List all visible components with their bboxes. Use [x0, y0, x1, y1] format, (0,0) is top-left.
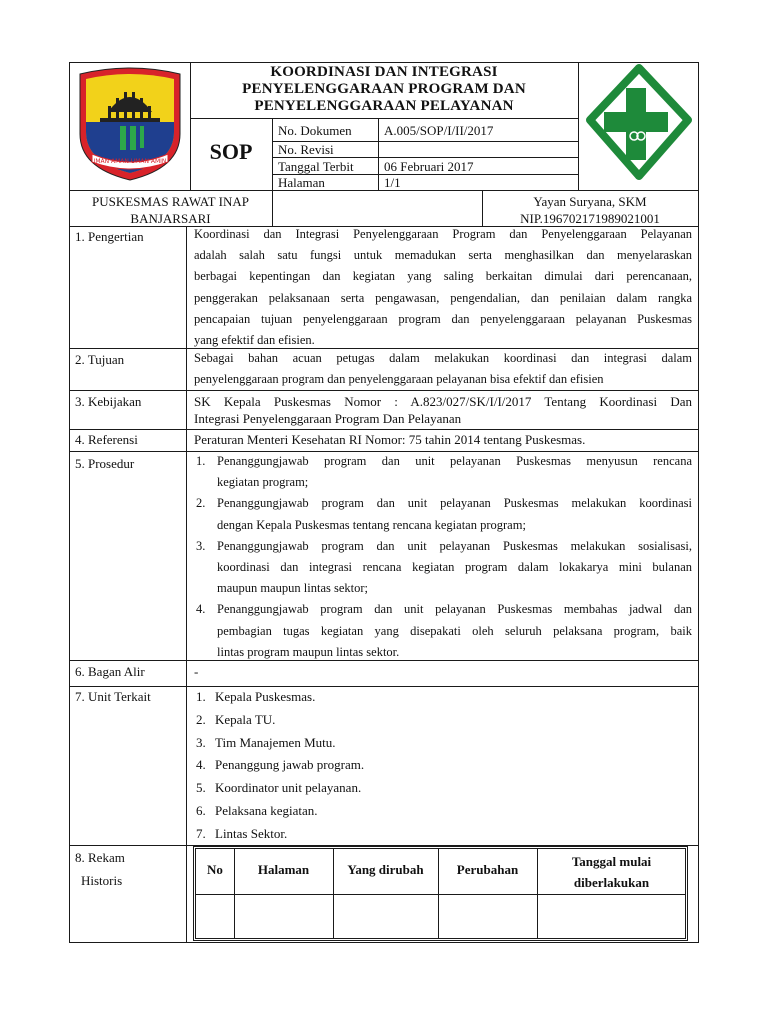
- unit-num: 5.: [196, 780, 206, 796]
- unit-num: 6.: [196, 802, 206, 818]
- unit-terkait-list: [196, 686, 686, 846]
- prosedur-line: dengan Kepala Puskesmas tentang rencana kegiatan program;: [217, 517, 526, 532]
- pengertian-line: adalah salah satu fungsi untuk memadukan serta menghasilkan dan menyelaraskan: [194, 248, 692, 263]
- text-bagan-alir: -: [194, 664, 199, 679]
- pengertian-line: penggerakan pelaksanaan serta pengawasan, pengendalian, dan penilaian dalam rangka: [194, 290, 692, 305]
- unit-text: Kepala TU.: [215, 711, 276, 727]
- unit-text: Penanggung jawab program.: [215, 757, 365, 773]
- kabupaten-logo: [74, 64, 186, 184]
- prosedur-list: [190, 451, 692, 663]
- history-col-no: No: [207, 862, 223, 877]
- document-title: [192, 64, 576, 116]
- text-tujuan: [194, 348, 692, 390]
- prosedur-line: koordinasi dan integrasi rencana kegiatan program dalam lokakarya mini bulanan: [217, 560, 692, 575]
- unit-item: [196, 823, 686, 846]
- unit-text: Tim Manajemen Mutu.: [215, 734, 336, 750]
- head-nip: NIP.196702171989021001: [520, 211, 660, 226]
- pengertian-line: Koordinasi dan Integrasi Penyelenggaraan Program dan Penyelenggaraan Pelayanan: [194, 227, 692, 241]
- prosedur-num: 3.: [196, 538, 206, 553]
- tujuan-line: penyelenggaraan program dan penyelenggaraan pelayanan bisa efektif dan efisien: [194, 372, 604, 387]
- unit-num: 1.: [196, 689, 206, 704]
- pengertian-line: yang efektif dan efisien.: [194, 333, 315, 348]
- label-tujuan: 2. Tujuan: [75, 352, 125, 367]
- tujuan-line: Sebagai bahan acuan petugas dalam melakukan koordinasi dan integrasi dalam: [194, 351, 692, 365]
- kebijakan-line: Integrasi Penyelenggaraan Program Dan Pelayanan: [194, 411, 462, 426]
- sop-label: SOP: [209, 139, 253, 164]
- label-rekam-historis: [75, 846, 125, 892]
- text-kebijakan: [194, 393, 692, 427]
- prosedur-line: lintas program maupun lintas sektor.: [217, 644, 400, 659]
- history-table: [193, 846, 688, 941]
- meta-label-halaman: Halaman: [278, 175, 325, 190]
- unit-text: Koordinator unit pelayanan.: [215, 780, 362, 796]
- prosedur-item: [190, 536, 692, 600]
- unit-text: Pelaksana kegiatan.: [215, 802, 318, 818]
- meta-value-halaman: 1/1: [384, 175, 401, 190]
- org-name-line-1: PUSKESMAS RAWAT INAP: [92, 194, 249, 209]
- meta-value-dokumen: A.005/SOP/I/II/2017: [384, 123, 494, 138]
- prosedur-line: Penanggungjawab program dan unit pelayanan Puskesmas membahas jadwal dan: [217, 602, 692, 617]
- unit-num: 3.: [196, 734, 206, 750]
- unit-item: [196, 800, 686, 823]
- unit-text: Kepala Puskesmas.: [215, 689, 316, 704]
- prosedur-line: kegiatan program;: [217, 475, 309, 490]
- label-bagan-alir: 6. Bagan Alir: [75, 664, 145, 679]
- label-prosedur: 5. Prosedur: [75, 456, 135, 471]
- prosedur-line: Penanggungjawab program dan unit pelayanan Puskesmas melakukan sosialisasi,: [217, 538, 692, 553]
- unit-item: [196, 709, 686, 732]
- org-name-line-2: BANJARSARI: [130, 211, 211, 226]
- logo-ribbon-text: IMAN AMAN UMAN AMIN: [93, 158, 167, 165]
- unit-item: [196, 686, 686, 709]
- title-line-1: KOORDINASI DAN INTEGRASI: [270, 64, 498, 80]
- title-line-3: PENYELENGGARAAN PELAYANAN: [254, 98, 514, 114]
- prosedur-line: Penanggungjawab program dan unit pelayanan Puskesmas melakukan koordinasi: [217, 496, 692, 511]
- meta-label-revisi: No. Revisi: [278, 142, 334, 157]
- prosedur-item: [190, 451, 692, 493]
- prosedur-num: 4.: [196, 602, 206, 617]
- unit-num: 2.: [196, 711, 206, 727]
- pengertian-line: berbagai kepentingan dan kegiatan yang saling berkaitan dimulai dari perencanaan,: [194, 269, 692, 284]
- prosedur-line: Penanggungjawab program dan unit pelayanan Puskesmas menyusun rencana: [217, 454, 692, 468]
- kebijakan-line: SK Kepala Puskesmas Nomor : A.823/027/SK/I/I/2017 Tentang Koordinasi Dan: [194, 394, 692, 409]
- prosedur-num: 1.: [196, 454, 206, 468]
- prosedur-num: 2.: [196, 496, 206, 511]
- rekam-label-line-2: Historis: [81, 873, 123, 888]
- unit-num: 7.: [196, 825, 206, 841]
- org-name: [69, 193, 272, 227]
- meta-label-dokumen: No. Dokumen: [278, 123, 352, 138]
- history-col-tanggal: Tanggal mulai diberlakukan: [571, 854, 652, 890]
- head-name: Yayan Suryana, SKM: [533, 194, 647, 209]
- prosedur-item: [190, 599, 692, 663]
- unit-item: [196, 732, 686, 755]
- label-referensi: 4. Referensi: [75, 432, 138, 447]
- label-pengertian: 1. Pengertian: [75, 229, 144, 244]
- pengertian-line: pencapaian tujuan penyelenggaraan program dan penyelenggaraan pelayanan Puskesmas: [194, 311, 692, 326]
- label-kebijakan: 3. Kebijakan: [75, 394, 142, 409]
- unit-num: 4.: [196, 757, 206, 773]
- history-col-perubahan: Perubahan: [456, 862, 519, 877]
- text-pengertian: [194, 224, 692, 351]
- history-col-halaman: Halaman: [257, 862, 310, 877]
- puskesmas-logo: [582, 64, 696, 186]
- prosedur-item: [190, 493, 692, 535]
- prosedur-line: maupun maupun lintas sektor;: [217, 581, 369, 596]
- head-signature: [482, 193, 698, 227]
- unit-item: [196, 777, 686, 800]
- rekam-label-line-1: 8. Rekam: [75, 850, 125, 865]
- prosedur-line: pembagian tugas kegiatan yang disepakati oleh seluruh pelaksana program, baik: [217, 623, 692, 638]
- unit-text: Lintas Sektor.: [215, 825, 288, 841]
- title-line-2: PENYELENGGARAAN PROGRAM DAN: [242, 81, 526, 97]
- history-col-yang-dirubah: Yang dirubah: [347, 862, 424, 877]
- unit-item: [196, 754, 686, 777]
- meta-label-tanggal: Tanggal Terbit: [278, 159, 354, 174]
- text-referensi: Peraturan Menteri Kesehatan RI Nomor: 75 tahin 2014 tentang Puskesmas.: [194, 432, 586, 447]
- meta-value-tanggal: 06 Februari 2017: [384, 159, 474, 174]
- label-unit-terkait: 7. Unit Terkait: [75, 689, 151, 704]
